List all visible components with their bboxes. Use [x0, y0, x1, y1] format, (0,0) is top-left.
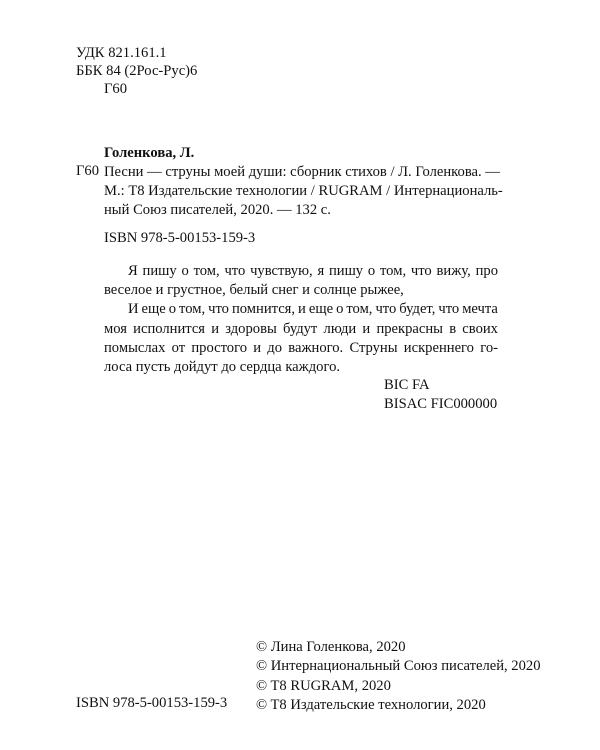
isbn-bottom: ISBN 978-5-00153-159-3: [76, 695, 228, 711]
copyright-block: [256, 638, 541, 715]
copyright-line: © T8 RUGRAM, 2020: [256, 677, 391, 694]
annotation-word: Я: [128, 263, 138, 279]
annotation-word: о: [367, 263, 376, 279]
annotation-word: веселое: [104, 282, 153, 299]
annotation-word: еще: [141, 301, 166, 318]
annotation-word: го-: [480, 339, 498, 356]
annotation-word: прекрасны: [376, 320, 443, 337]
annotation-word: вижу,: [436, 263, 471, 279]
annotation-line: [104, 320, 498, 339]
description-line: Песни — струны моей души: сборник стихов / Л. Голенкова. —: [104, 164, 500, 180]
annotation-word: что: [224, 263, 246, 279]
annotation-word: пишу: [142, 263, 177, 279]
annotation-word: дойдут: [174, 359, 218, 376]
annotation-word: и: [155, 282, 164, 299]
annotation-word: том,: [179, 301, 206, 318]
annotation-word: своих: [462, 320, 498, 337]
annotation-word: снег: [271, 282, 299, 299]
annotation-word: в: [449, 320, 457, 337]
bic-code: BIC FA: [384, 377, 430, 393]
author-heading: Голенкова, Л.: [104, 145, 195, 161]
annotation-line: [104, 300, 498, 319]
annotation-line: [104, 339, 498, 358]
annotation-line: [104, 262, 498, 281]
annotation-word: моя: [104, 320, 127, 337]
annotation-word: пишу: [328, 263, 364, 279]
annotation-word: люди: [323, 320, 357, 337]
annotation-word: искреннего: [403, 339, 474, 356]
bibliographic-description: [104, 163, 503, 220]
annotation-word: сердца: [239, 359, 282, 376]
annotation-word: что: [410, 263, 432, 279]
description-line: М.: T8 Издательские технологии / RUGRAM / Интернациональ-: [104, 183, 503, 199]
isbn-main: ISBN 978-5-00153-159-3: [104, 230, 256, 246]
annotation-word: солнце: [313, 282, 357, 299]
copyright-line: © Интернациональный Союз писателей, 2020: [256, 658, 541, 675]
annotation-line: [104, 358, 498, 377]
annotation-word: простого: [191, 339, 248, 356]
annotation-word: помнится,: [231, 301, 296, 318]
annotation-word: о: [336, 301, 344, 318]
annotation-word: и: [302, 282, 310, 299]
annotation-word: помыслах: [104, 339, 166, 356]
annotation-word: что: [208, 301, 229, 318]
annotation-word: от: [171, 339, 186, 356]
author-sign-top: Г60: [104, 81, 128, 97]
annotation-word: Струны: [349, 339, 398, 356]
description-line: ный Союз писателей, 2020. — 132 с.: [104, 202, 331, 218]
annotation-word: белый: [229, 282, 269, 299]
annotation-word: еще: [308, 301, 334, 318]
annotation-word: и: [211, 320, 220, 337]
author-sign-left: Г60: [76, 163, 100, 179]
annotation-word: о: [181, 263, 189, 279]
annotation-word: про: [475, 263, 498, 279]
annotation-word: пусть: [135, 359, 171, 376]
annotation-word: мечта: [462, 301, 498, 318]
annotation-word: и: [298, 301, 306, 318]
annotation-word: И: [128, 301, 139, 318]
annotation-line: [104, 281, 498, 300]
annotation-word: том,: [346, 301, 373, 318]
annotation-word: что: [438, 301, 460, 318]
annotation-word: чувствую,: [250, 263, 313, 279]
annotation: [104, 262, 498, 377]
copyright-line: © Лина Голенкова, 2020: [256, 639, 406, 655]
annotation-word: исполнится: [133, 320, 206, 337]
annotation-word: и: [362, 320, 371, 337]
annotation-word: до: [267, 339, 283, 356]
copyright-line: © T8 Издательские технологии, 2020: [256, 696, 486, 713]
annotation-word: здоровы: [225, 320, 277, 337]
annotation-word: рыжее,: [360, 282, 404, 299]
bisac-code: BISAC FIC000000: [384, 396, 498, 412]
annotation-word: о: [168, 301, 177, 318]
bbk-code: ББК 84 (2Рос-Рус)6: [76, 63, 198, 79]
annotation-word: до: [221, 359, 237, 376]
annotation-word: и: [253, 339, 262, 356]
annotation-word: грустное,: [167, 282, 226, 299]
annotation-word: лоса: [104, 359, 133, 376]
annotation-word: том,: [380, 263, 407, 279]
annotation-word: что: [375, 301, 397, 318]
annotation-word: будут: [282, 320, 318, 337]
annotation-word: будет,: [399, 301, 436, 318]
annotation-word: каждого.: [285, 359, 341, 376]
annotation-word: я: [317, 263, 325, 279]
annotation-word: том,: [193, 263, 220, 279]
udc-code: УДК 821.161.1: [76, 45, 167, 61]
annotation-word: важного.: [288, 339, 344, 356]
